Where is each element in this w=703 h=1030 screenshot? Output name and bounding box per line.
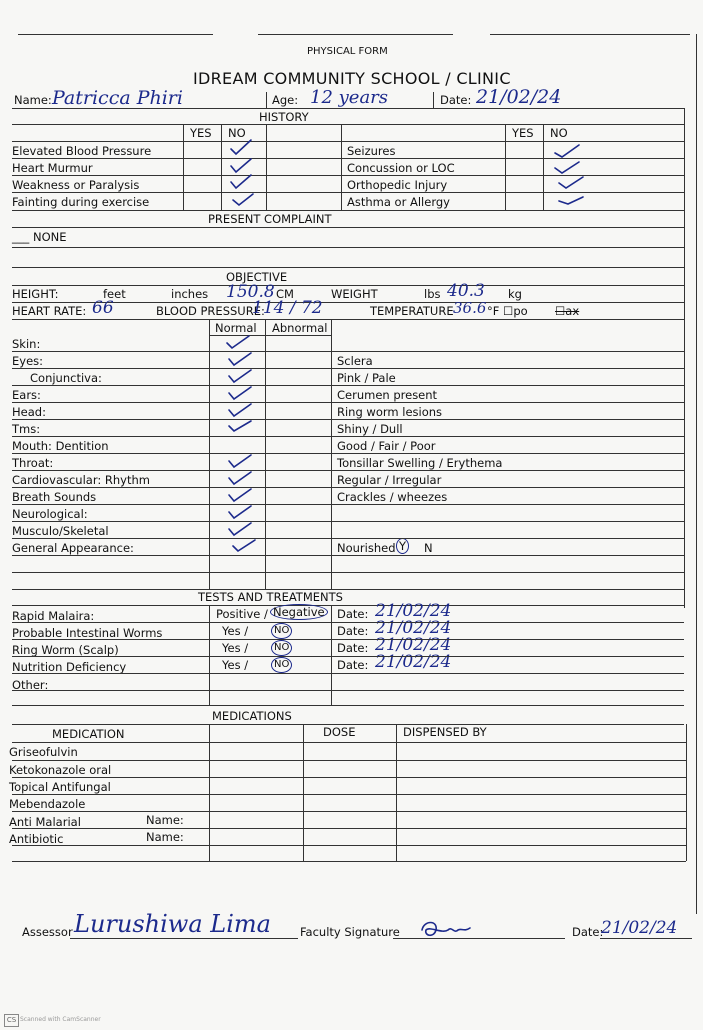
rule (12, 861, 686, 862)
check-mark-icon (226, 401, 254, 419)
height-value: 150.8 (226, 282, 275, 302)
history-item: Fainting during exercise (12, 195, 150, 209)
camscanner-logo: CS (4, 1014, 19, 1027)
rule (12, 605, 684, 606)
divider (209, 319, 210, 589)
test-option-a: Yes / (222, 658, 249, 672)
exam-row-label: Mouth: Dentition (12, 439, 109, 453)
rule (12, 319, 684, 320)
weight-value: 40.3 (447, 281, 485, 301)
check-mark-icon (230, 537, 258, 555)
rule (12, 656, 684, 657)
check-mark-icon (228, 137, 254, 157)
rule (12, 622, 684, 623)
rule (393, 938, 565, 939)
check-mark-icon (226, 418, 254, 434)
exam-row-label: General Appearance: (12, 541, 134, 555)
check-mark-icon (226, 452, 254, 470)
yes-header-right: YES (512, 126, 534, 140)
medication-item: Antibiotic (9, 832, 64, 846)
divider (433, 92, 434, 108)
faculty-signature (418, 916, 478, 940)
no-header: NO (228, 126, 246, 140)
rule (12, 538, 684, 539)
inches-label: inches (171, 287, 209, 301)
rule (12, 402, 684, 403)
rule (12, 777, 686, 778)
divider (543, 124, 544, 210)
date-label: Date: (440, 93, 472, 107)
check-mark-icon (226, 503, 254, 521)
check-mark-icon (226, 350, 254, 368)
test-option-b-circled: NO (271, 657, 292, 673)
rule (12, 639, 684, 640)
divider (266, 124, 267, 210)
height-label: HEIGHT: (12, 287, 59, 301)
check-mark-icon (226, 469, 254, 487)
rule (12, 124, 684, 125)
feet-label: feet (103, 287, 126, 301)
check-mark-icon (226, 486, 254, 504)
test-date-value: 21/02/24 (375, 652, 452, 672)
medications-title: MEDICATIONS (212, 709, 292, 723)
check-mark-icon (224, 333, 252, 351)
complaint-prefix: ___ (12, 230, 30, 244)
history-item: Heart Murmur (12, 161, 93, 175)
age-value: 12 years (310, 87, 389, 108)
rule (12, 158, 684, 159)
test-option-a: Yes / (222, 641, 249, 655)
test-date-value: 21/02/24 (375, 635, 452, 655)
right-border (696, 34, 697, 914)
rule (12, 368, 684, 369)
temperature-units: °F ☐po (487, 304, 528, 318)
rule (12, 227, 684, 228)
complaint-value: NONE (33, 230, 67, 244)
exam-row-detail: Pink / Pale (337, 371, 396, 385)
rule (12, 690, 684, 691)
rule (12, 811, 686, 812)
test-label: Rapid Malaira: (12, 609, 95, 623)
rule (12, 705, 684, 706)
medication-item: Griseofulvin (9, 745, 78, 759)
nourished-yes-circled: Y (396, 538, 409, 554)
cm-label: CM (276, 287, 294, 301)
rule (12, 210, 684, 211)
lbs-label: lbs (424, 287, 441, 301)
divider (209, 724, 210, 861)
divider (221, 124, 222, 210)
rule (12, 141, 684, 142)
rule (12, 285, 684, 286)
rule (12, 247, 684, 248)
test-option-b-circled: NO (271, 640, 292, 656)
kg-label: kg (508, 287, 522, 301)
rule (12, 572, 684, 573)
normal-header: Normal (215, 321, 257, 335)
check-mark-icon (556, 192, 586, 208)
objective-title: OBJECTIVE (226, 270, 288, 284)
top-rule (490, 34, 690, 35)
weight-label: WEIGHT (331, 287, 378, 301)
nourished-no: N (424, 541, 433, 555)
exam-row-label: Tms: (12, 422, 41, 436)
footer-date-value: 21/02/24 (601, 918, 678, 938)
check-mark-icon (228, 172, 254, 192)
exam-row-label: Musculo/Skeletal (12, 524, 109, 538)
exam-row-label: Ears: (12, 388, 41, 402)
divider (331, 319, 332, 589)
exam-row-detail: Cerumen present (337, 388, 438, 402)
abnormal-header: Abnormal (272, 321, 328, 335)
rule (12, 108, 684, 109)
divider (266, 92, 267, 108)
rule (12, 436, 684, 437)
rule (12, 351, 684, 352)
check-mark-icon (556, 173, 586, 193)
exam-row-label: Breath Sounds (12, 490, 97, 504)
history-title: HISTORY (259, 110, 309, 124)
tests-title: TESTS AND TREATMENTS (198, 590, 343, 604)
divider (303, 724, 304, 861)
exam-row-detail: Nourished (337, 541, 396, 555)
test-date-label: Date: (337, 658, 369, 672)
test-date-value: 21/02/24 (375, 618, 452, 638)
temperature-label: TEMPERATURE (370, 304, 454, 318)
exam-row-label: Neurological: (12, 507, 88, 521)
divider (684, 108, 685, 608)
medication-item: Ketokonazole oral (9, 763, 112, 777)
check-mark-icon (226, 367, 254, 385)
history-item: Asthma or Allergy (347, 195, 450, 209)
check-mark-icon (226, 520, 254, 538)
page-title: IDREAM COMMUNITY SCHOOL / CLINIC (193, 69, 511, 88)
temperature-ax: ☐ax (555, 304, 580, 318)
rule (12, 521, 684, 522)
history-item: Seizures (347, 144, 396, 158)
assessor-label: Assessor (22, 925, 73, 939)
dose-col-header: DOSE (323, 725, 356, 739)
form-label: PHYSICAL FORM (307, 46, 388, 57)
footer-date-label: Date: (572, 925, 604, 939)
test-option-a: Yes / (222, 624, 249, 638)
medication-name-label: Name: (146, 813, 184, 827)
age-label: Age: (272, 93, 299, 107)
rule (12, 470, 684, 471)
rule (12, 555, 684, 556)
check-mark-icon (226, 384, 254, 402)
history-item: Orthopedic Injury (347, 178, 448, 192)
test-date-value: 21/02/24 (375, 601, 452, 621)
rule (600, 938, 692, 939)
divider (265, 319, 266, 589)
rule (12, 504, 684, 505)
exam-row-label: Conjunctiva: (30, 371, 102, 385)
test-label: Nutrition Deficiency (12, 660, 127, 674)
exam-row-detail: Sclera (337, 354, 373, 368)
test-option-a: Positive / (216, 607, 268, 621)
rule (12, 845, 686, 846)
divider (396, 724, 397, 861)
test-date-label: Date: (337, 641, 369, 655)
rule (12, 742, 686, 743)
medication-item: Anti Malarial (9, 815, 81, 829)
test-label: Probable Intestinal Worms (12, 626, 163, 640)
exam-row-label: Throat: (12, 456, 54, 470)
exam-row-detail: Crackles / wheezes (337, 490, 448, 504)
history-item: Weakness or Paralysis (12, 178, 140, 192)
exam-row-label: Head: (12, 405, 46, 419)
assessor-value: Lurushiwa Lima (74, 910, 271, 938)
yes-header: YES (190, 126, 212, 140)
medication-item: Topical Antifungal (9, 780, 111, 794)
test-option-b-circled: NO (271, 623, 292, 639)
medication-item: Mebendazole (9, 797, 86, 811)
divider (505, 124, 506, 210)
exam-row-detail: Regular / Irregular (337, 473, 442, 487)
top-rule (18, 34, 213, 35)
exam-row-detail: Shiny / Dull (337, 422, 403, 436)
name-value: Patricca Phiri (52, 87, 183, 109)
heart-rate-label: HEART RATE: (12, 304, 87, 318)
rule (70, 938, 298, 939)
exam-row-label: Eyes: (12, 354, 44, 368)
date-value: 21/02/24 (476, 86, 562, 108)
medication-name-label: Name: (146, 830, 184, 844)
name-label: Name: (14, 93, 52, 107)
rule (12, 794, 686, 795)
rule (12, 385, 684, 386)
rule (12, 760, 686, 761)
divider (686, 724, 687, 861)
rule (12, 828, 686, 829)
medication-col-header: MEDICATION (52, 727, 125, 741)
rule (12, 589, 684, 590)
temperature-value: 36.6 (453, 299, 487, 317)
test-date-label: Date: (337, 607, 369, 621)
blood-pressure-label: BLOOD PRESSURE: (156, 304, 265, 318)
heart-rate-value: 66 (92, 298, 114, 318)
exam-row-detail: Ring worm lesions (337, 405, 443, 419)
dispensed-col-header: DISPENSED BY (403, 725, 487, 739)
faculty-signature-label: Faculty Signature (300, 925, 400, 939)
divider (183, 124, 184, 210)
test-label: Ring Worm (Scalp) (12, 643, 119, 657)
other-label: Other: (12, 678, 49, 692)
exam-row-detail: Good / Fair / Poor (337, 439, 436, 453)
present-complaint-title: PRESENT COMPLAINT (208, 212, 332, 226)
blood-pressure-value: 114 / 72 (252, 298, 323, 318)
check-mark-icon (230, 190, 256, 210)
history-item: Elevated Blood Pressure (12, 144, 152, 158)
test-option-b-circled: Negative (270, 604, 328, 620)
exam-row-label: Skin: (12, 337, 41, 351)
rule (12, 267, 684, 268)
rule (12, 419, 684, 420)
test-date-label: Date: (337, 624, 369, 638)
exam-row-detail: Tonsillar Swelling / Erythema (337, 456, 503, 470)
top-rule (258, 34, 453, 35)
watermark: Scanned with CamScanner (20, 1016, 101, 1023)
exam-row-label: Cardiovascular: Rhythm (12, 473, 150, 487)
history-item: Concussion or LOC (347, 161, 455, 175)
rule (12, 487, 684, 488)
divider (341, 124, 342, 210)
rule (12, 673, 684, 674)
no-header-right: NO (550, 126, 568, 140)
rule (12, 453, 684, 454)
